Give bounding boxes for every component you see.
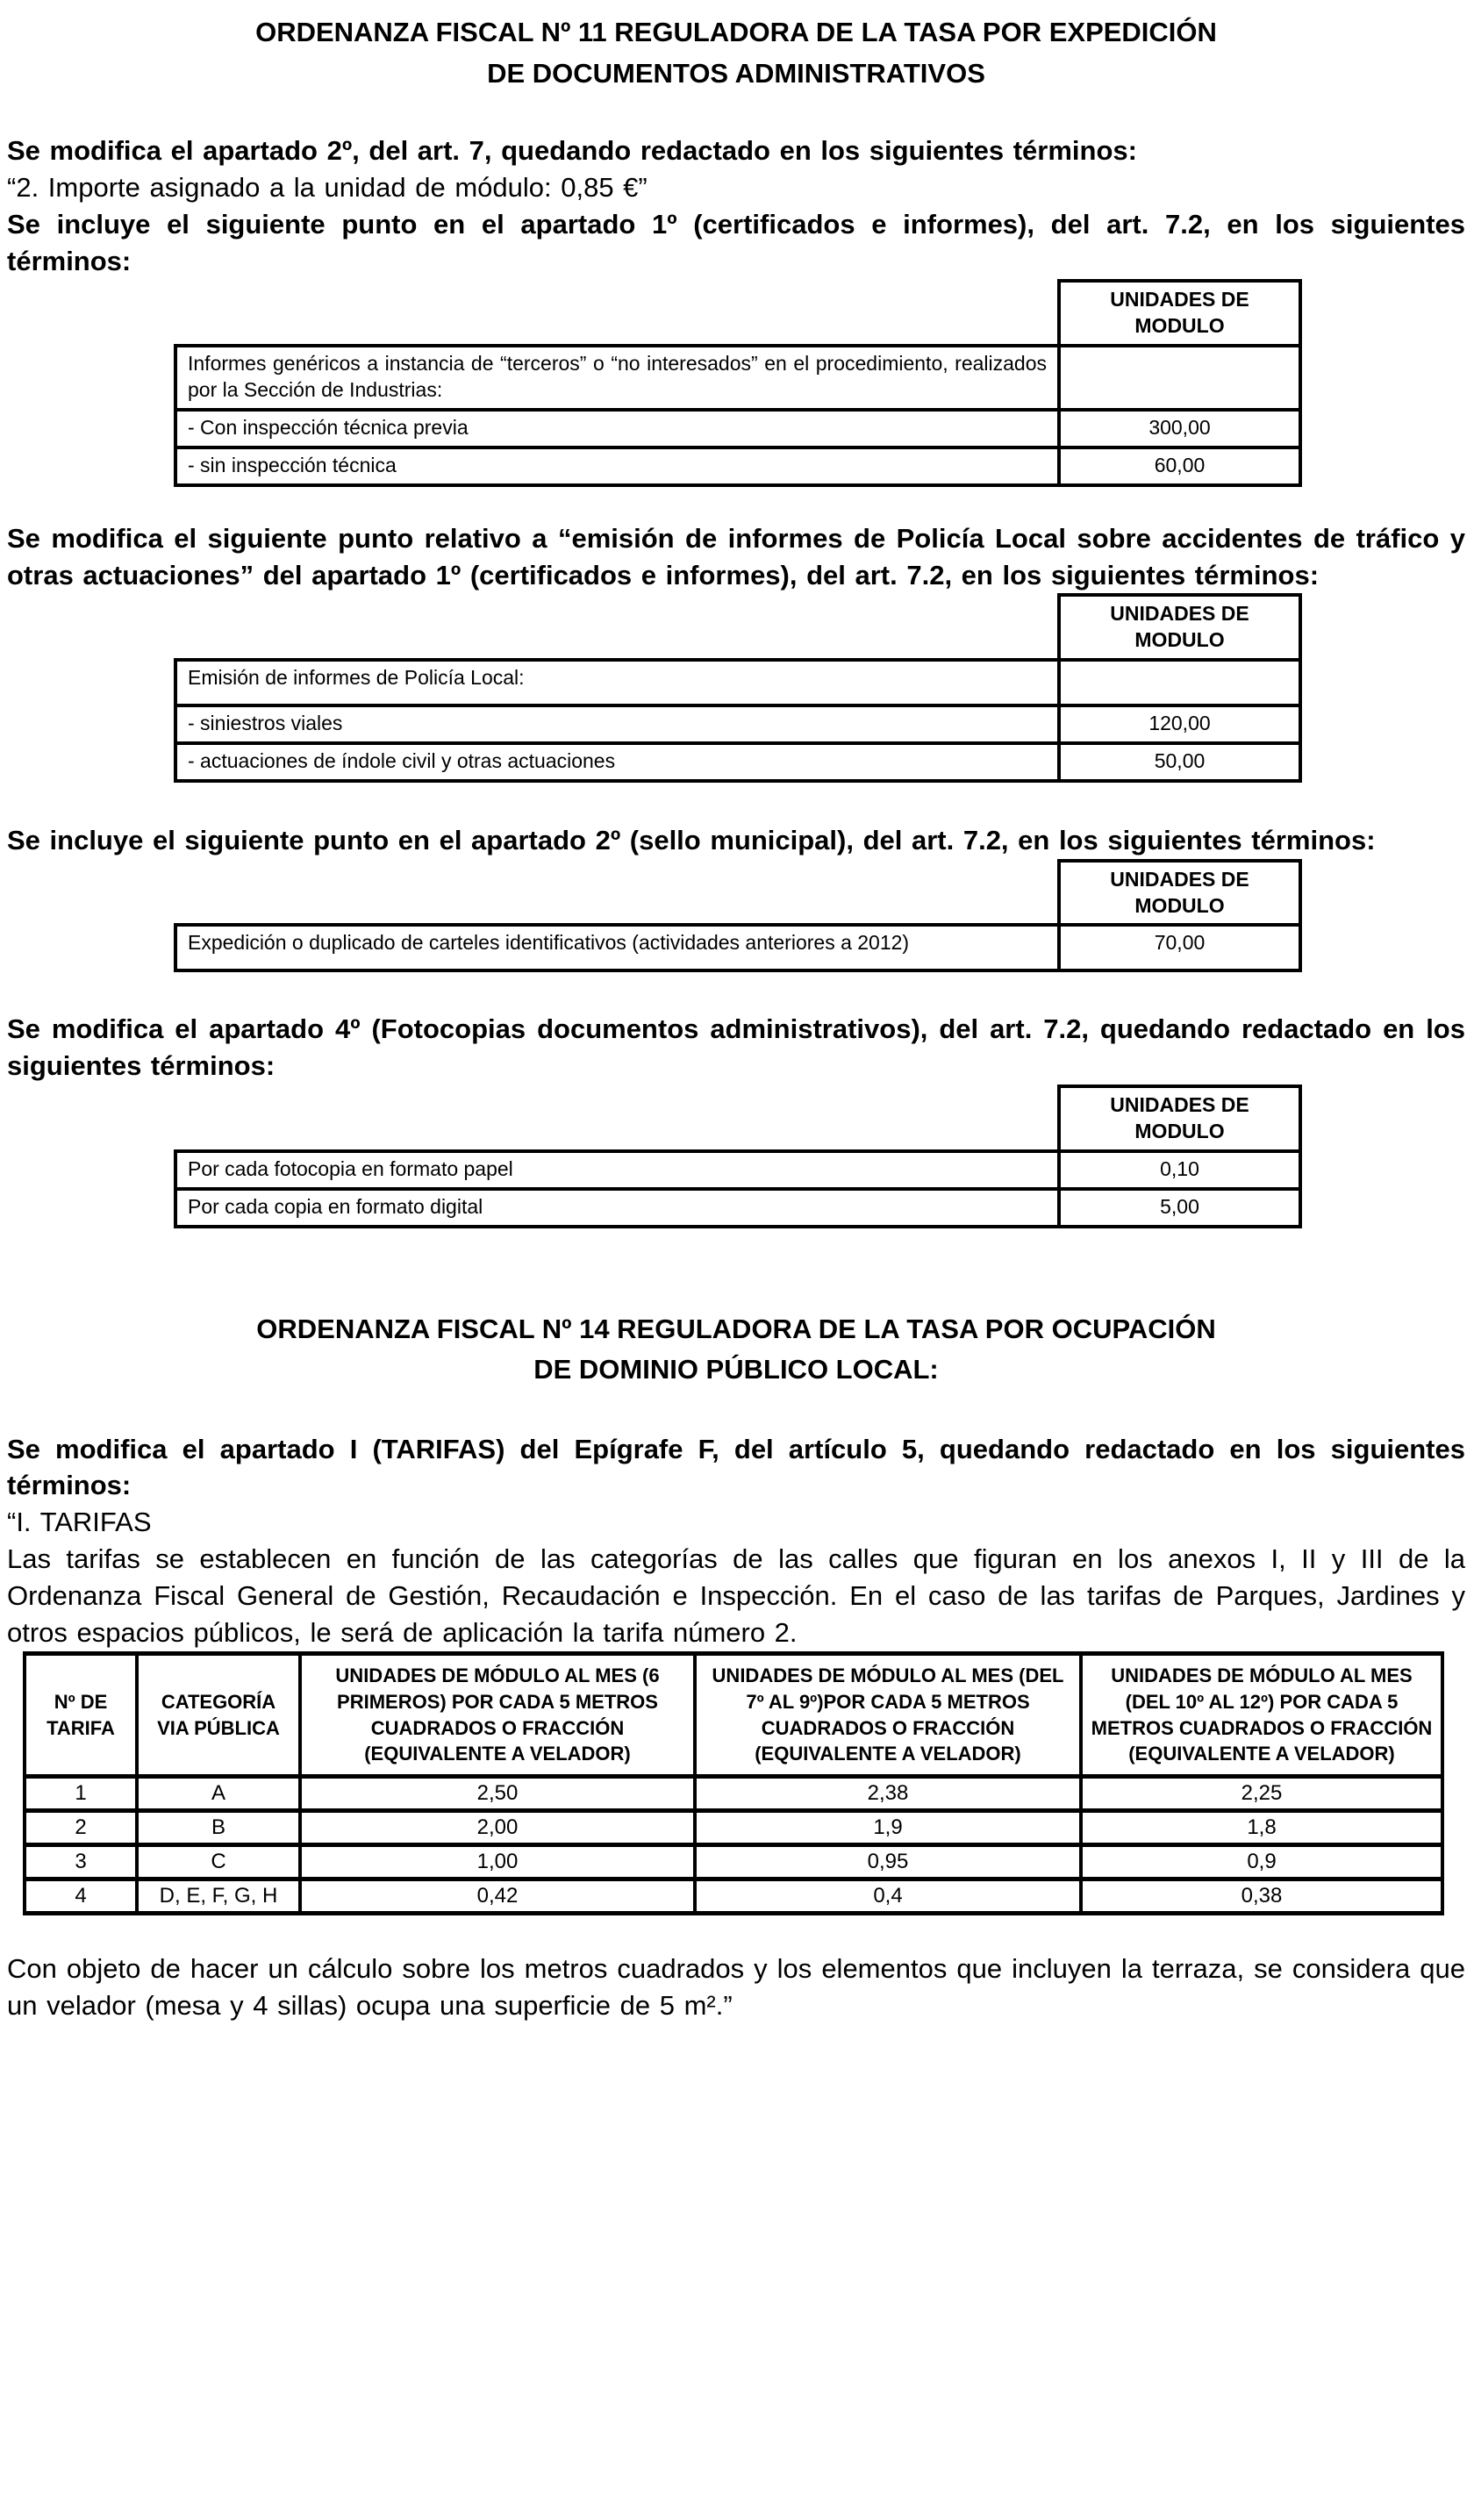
table-row (175, 1189, 1300, 1227)
row-units (1059, 346, 1300, 410)
row-units: 120,00 (1059, 705, 1300, 743)
tariff-valor-2: 2,38 (695, 1777, 1081, 1811)
row-concept: Por cada fotocopia en formato papel (175, 1151, 1059, 1189)
row-units: 300,00 (1059, 410, 1300, 447)
tariff-header-unidades-7-9: UNIDADES DE MÓDULO AL MES (DEL 7º AL 9º)POR CADA 5 METROS CUADRADOS O FRACCIÓN (EQUIVALENTE A VELADOR) (695, 1653, 1081, 1777)
header-spacer (175, 595, 1059, 660)
table-header-row (175, 281, 1300, 346)
table-row (175, 925, 1300, 970)
units-header: UNIDADES DE MODULO (1059, 281, 1300, 346)
row-concept: Por cada copia en formato digital (175, 1189, 1059, 1227)
paragraph-sello-municipal: Se incluye el siguiente punto en el apartado 2º (sello municipal), del art. 7.2, en los siguientes términos: (7, 824, 1376, 856)
paragraph-fotocopias: Se modifica el apartado 4º (Fotocopias documentos administrativos), del art. 7.2, quedando redactado en los siguientes términos: (7, 1013, 1465, 1082)
tariff-row (25, 1845, 1442, 1879)
quote-tarifas-heading: “I. TARIFAS (7, 1507, 152, 1538)
row-units: 50,00 (1059, 743, 1300, 781)
tariff-valor-3: 1,8 (1081, 1811, 1442, 1845)
paragraph-velador-superficie: Con objeto de hacer un cálculo sobre los metros cuadrados y los elementos que incluyen la terraza, se considera que un velador (mesa y 4 sillas) ocupa una superficie de 5 m².” (7, 1953, 1465, 2022)
units-header: UNIDADES DE MODULO (1059, 861, 1300, 926)
paragraph-tarifas-epigrafe-f: Se modifica el apartado I (TARIFAS) del Epígrafe F, del artículo 5, quedando redactado en los siguientes términos: (7, 1433, 1465, 1501)
tariff-row (25, 1777, 1442, 1811)
table-row (175, 705, 1300, 743)
table-header-row (175, 595, 1300, 660)
tariff-num: 4 (25, 1879, 137, 1914)
paragraph-categorias-calles: Las tarifas se establecen en función de las categorías de las calles que figuran en los anexos I, II y III de la Ordenanza Fiscal General de Gestión, Recaudación e Inspección. En el caso de las tarifas de Parques, Jardines y otros espacios públicos, le será de aplicación la tarifa número 2. (7, 1543, 1465, 1648)
tariff-header-unidades-10-12: UNIDADES DE MÓDULO AL MES (DEL 10º AL 12º) POR CADA 5 METROS CUADRADOS O FRACCIÓN (EQUIVALENTE A VELADOR) (1081, 1653, 1442, 1777)
tariff-header-unidades-6-primeros: UNIDADES DE MÓDULO AL MES (6 PRIMEROS) POR CADA 5 METROS CUADRADOS O FRACCIÓN (EQUIVALENTE A VELADOR) (300, 1653, 695, 1777)
row-concept: Emisión de informes de Policía Local: (175, 660, 1059, 705)
tariff-num: 1 (25, 1777, 137, 1811)
tariff-num: 3 (25, 1845, 137, 1879)
tariff-categoria: A (137, 1777, 300, 1811)
table-row (175, 447, 1300, 485)
units-table-informes (174, 279, 1302, 486)
tariff-categoria: C (137, 1845, 300, 1879)
tariff-row (25, 1811, 1442, 1845)
tariff-valor-3: 0,38 (1081, 1879, 1442, 1914)
ordinance-11-title-line1: ORDENANZA FISCAL Nº 11 REGULADORA DE LA TASA POR EXPEDICIÓN (255, 17, 1217, 47)
row-concept: - sin inspección técnica (175, 447, 1059, 485)
table-header-row (175, 861, 1300, 926)
row-units: 60,00 (1059, 447, 1300, 485)
row-concept: - siniestros viales (175, 705, 1059, 743)
ordinance-14-title-line2: DE DOMINIO PÚBLICO LOCAL: (533, 1354, 939, 1385)
header-spacer (175, 861, 1059, 926)
tariff-header-categoria: CATEGORÍA VIA PÚBLICA (137, 1653, 300, 1777)
table-header-row (175, 1086, 1300, 1151)
row-concept: - actuaciones de índole civil y otras actuaciones (175, 743, 1059, 781)
table-row (175, 743, 1300, 781)
row-units: 5,00 (1059, 1189, 1300, 1227)
paragraph-policia-local: Se modifica el siguiente punto relativo a “emisión de informes de Policía Local sobre accidentes de tráfico y otras actuaciones” del apartado 1º (certificados e informes), del art. 7.2, en los siguientes términos: (7, 522, 1465, 591)
tariff-valor-3: 2,25 (1081, 1777, 1442, 1811)
row-concept: Informes genéricos a instancia de “terceros” o “no interesados” en el procedimiento, realizados por la Sección de Industrias: (175, 346, 1059, 410)
tariff-valor-1: 2,50 (300, 1777, 695, 1811)
paragraph-incluye-apartado-1: Se incluye el siguiente punto en el apartado 1º (certificados e informes), del art. 7.2, en los siguientes términos: (7, 208, 1465, 276)
header-spacer (175, 1086, 1059, 1151)
table-row (175, 346, 1300, 410)
units-header: UNIDADES DE MODULO (1059, 595, 1300, 660)
row-units (1059, 660, 1300, 705)
tariff-valor-1: 1,00 (300, 1845, 695, 1879)
ordinance-11-title-line2: DE DOCUMENTOS ADMINISTRATIVOS (487, 57, 985, 89)
tariff-categoria: B (137, 1811, 300, 1845)
tariff-valor-3: 0,9 (1081, 1845, 1442, 1879)
header-spacer (175, 281, 1059, 346)
tariff-row (25, 1879, 1442, 1914)
row-units: 0,10 (1059, 1151, 1300, 1189)
tariff-valor-1: 2,00 (300, 1811, 695, 1845)
tariff-valor-2: 0,95 (695, 1845, 1081, 1879)
tariff-table (23, 1651, 1444, 1916)
tariff-valor-2: 0,4 (695, 1879, 1081, 1914)
units-table-policia (174, 593, 1302, 782)
tariff-header-row (25, 1653, 1442, 1777)
table-row (175, 1151, 1300, 1189)
ordinance-14-title-line1: ORDENANZA FISCAL Nº 14 REGULADORA DE LA TASA POR OCUPACIÓN (256, 1313, 1216, 1344)
paragraph-modifica-apartado-2: Se modifica el apartado 2º, del art. 7, quedando redactado en los siguientes términos: (7, 135, 1137, 166)
row-concept: - Con inspección técnica previa (175, 410, 1059, 447)
tariff-valor-2: 1,9 (695, 1811, 1081, 1845)
ordinance-11-title (7, 12, 1465, 94)
tariff-categoria: D, E, F, G, H (137, 1879, 300, 1914)
tariff-header-num: Nº DE TARIFA (25, 1653, 137, 1777)
row-units: 70,00 (1059, 925, 1300, 970)
table-row (175, 660, 1300, 705)
units-table-fotocopias (174, 1085, 1302, 1228)
ordinance-14-title (7, 1309, 1465, 1391)
tariff-num: 2 (25, 1811, 137, 1845)
quote-importe-modulo: “2. Importe asignado a la unidad de módulo: 0,85 €” (7, 171, 648, 203)
row-concept: Expedición o duplicado de carteles identificativos (actividades anteriores a 2012) (175, 925, 1059, 970)
units-header: UNIDADES DE MODULO (1059, 1086, 1300, 1151)
table-row (175, 410, 1300, 447)
units-table-sello (174, 859, 1302, 973)
tariff-valor-1: 0,42 (300, 1879, 695, 1914)
